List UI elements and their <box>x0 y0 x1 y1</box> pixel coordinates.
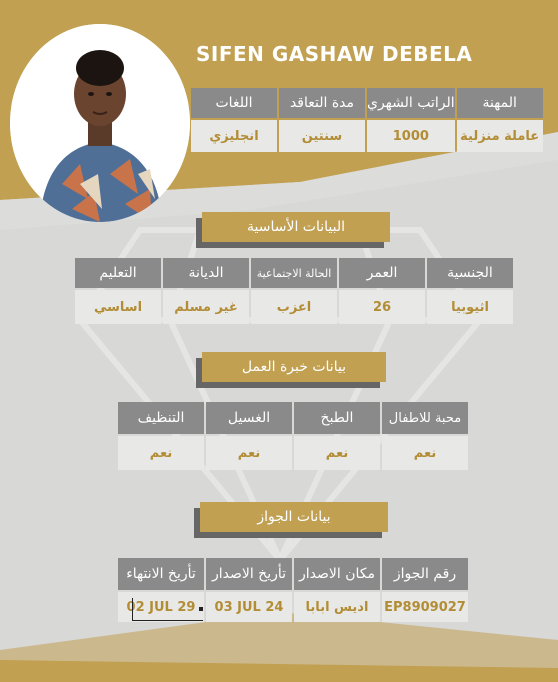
basic-header-row <box>75 258 513 288</box>
passport-title: بيانات الجواز <box>200 502 388 532</box>
experience-header-cooking: الطبخ <box>294 402 380 434</box>
passport-title-band <box>200 502 388 532</box>
text-selection-box[interactable] <box>132 598 203 621</box>
experience-header-cleaning: التنظيف <box>118 402 204 434</box>
basic-info-table <box>73 256 515 326</box>
passport-header-row <box>118 558 468 590</box>
experience-header-childcare: محبة للاطفال <box>382 402 468 434</box>
basic-header-marital-status: الحالة الاجتماعية <box>251 258 337 288</box>
experience-value-cooking: نعم <box>294 436 380 470</box>
full-name: SIFEN GASHAW DEBELA <box>196 42 473 66</box>
experience-title: بيانات خبرة العمل <box>202 352 386 382</box>
experience-value-laundry: نعم <box>206 436 292 470</box>
basic-value-age: 26 <box>339 290 425 324</box>
job-value-salary: 1000 <box>367 120 455 152</box>
profile-photo <box>10 24 190 222</box>
job-value-occupation: عاملة منزلية <box>457 120 543 152</box>
experience-value-row <box>118 436 468 470</box>
basic-value-row <box>75 290 513 324</box>
job-header-contract: مدة التعاقد <box>279 88 365 118</box>
experience-value-cleaning: نعم <box>118 436 204 470</box>
job-header-row <box>191 88 543 118</box>
experience-title-band <box>202 352 386 382</box>
basic-header-religion: الديانة <box>163 258 249 288</box>
passport-value-expiry-date[interactable]: 02 JUL 29 <box>118 592 204 622</box>
person-portrait-icon <box>10 24 190 222</box>
job-value-row <box>191 120 543 152</box>
basic-header-nationality: الجنسية <box>427 258 513 288</box>
basic-header-education: التعليم <box>75 258 161 288</box>
basic-value-marital-status: اعزب <box>251 290 337 324</box>
passport-value-number[interactable]: EP8909027 <box>382 592 468 622</box>
passport-header-expiry-date: تأريخ الانتهاء <box>118 558 204 590</box>
basic-info-title: البيانات الأساسية <box>202 212 390 242</box>
passport-value-place[interactable]: اديس ابابا <box>294 592 380 622</box>
experience-header-row <box>118 402 468 434</box>
basic-info-title-band <box>202 212 390 242</box>
basic-value-education: اساسي <box>75 290 161 324</box>
job-header-salary: الراتب الشهري <box>367 88 455 118</box>
experience-value-childcare: نعم <box>382 436 468 470</box>
job-value-languages: انجليزي <box>191 120 277 152</box>
basic-value-nationality: اثيوبيا <box>427 290 513 324</box>
job-value-contract: سنتين <box>279 120 365 152</box>
experience-table <box>116 400 470 472</box>
job-table <box>189 86 545 154</box>
job-header-languages: اللغات <box>191 88 277 118</box>
passport-value-issue-date[interactable]: 03 JUL 24 <box>206 592 292 622</box>
basic-header-age: العمر <box>339 258 425 288</box>
experience-header-laundry: الغسيل <box>206 402 292 434</box>
job-header-occupation: المهنة <box>457 88 543 118</box>
passport-header-place: مكان الاصدار <box>294 558 380 590</box>
passport-header-number: رقم الجواز <box>382 558 468 590</box>
selection-handle[interactable] <box>199 607 203 611</box>
passport-header-issue-date: تأريخ الاصدار <box>206 558 292 590</box>
basic-value-religion: غير مسلم <box>163 290 249 324</box>
